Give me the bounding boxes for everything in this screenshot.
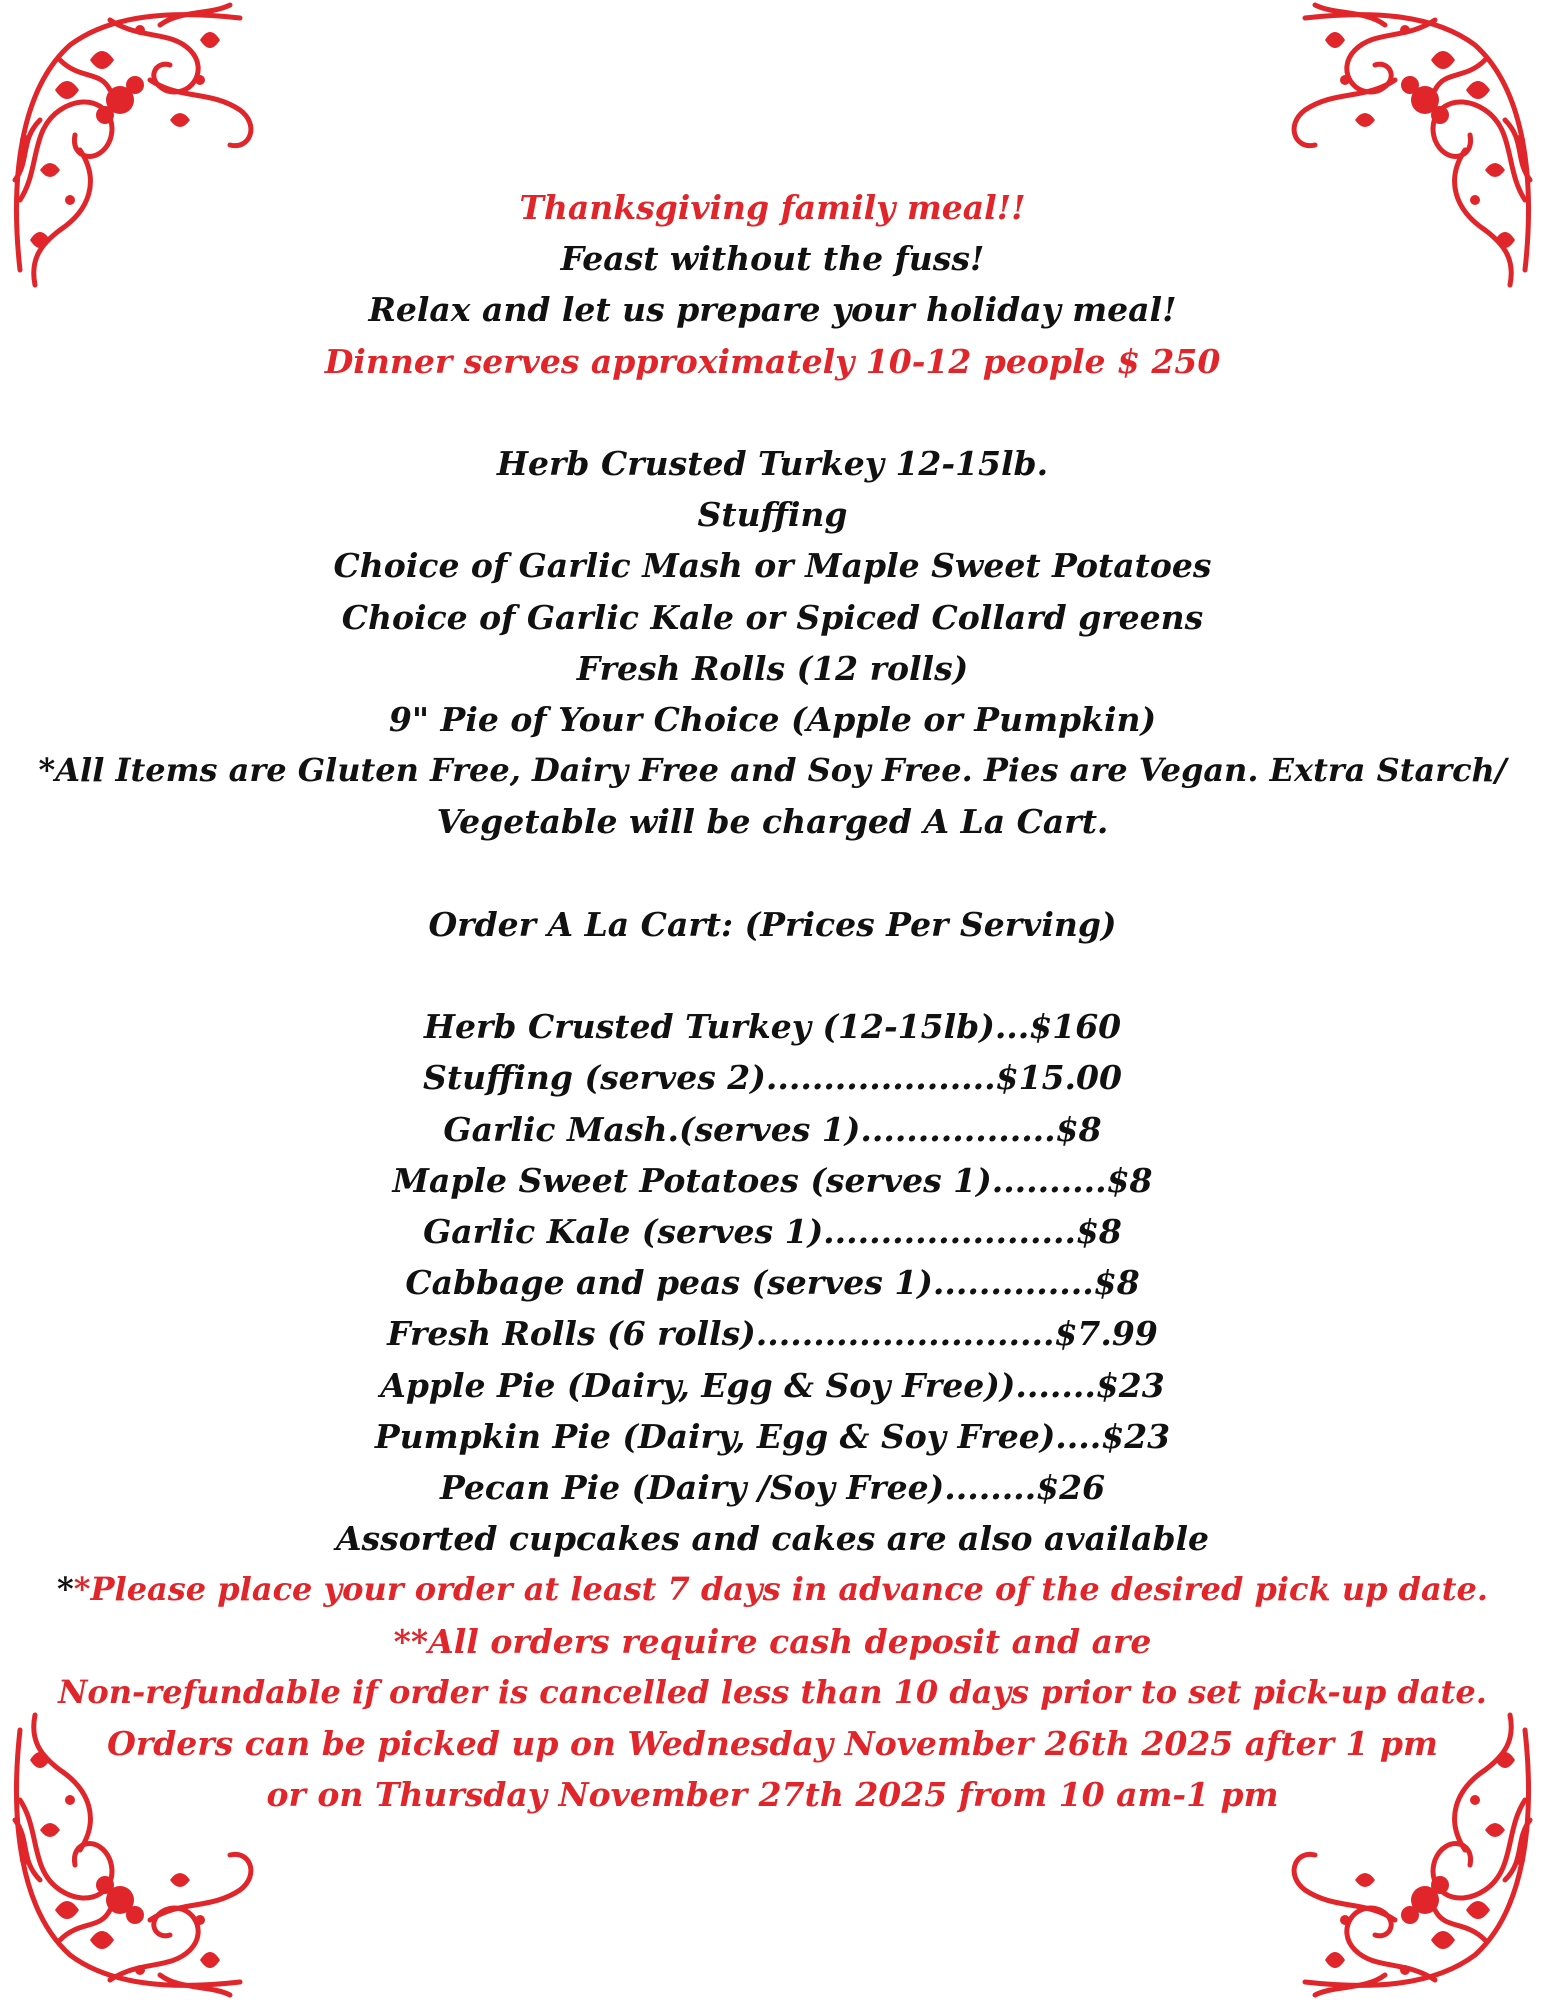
a-la-carte-item: Cabbage and peas (serves 1)..............$8 bbox=[405, 1263, 1140, 1303]
serving-price: Dinner serves approximately 10-12 people $ 250 bbox=[324, 341, 1221, 381]
meal-item: Stuffing bbox=[697, 495, 848, 535]
refund-note: Non-refundable if order is cancelled less than 10 days prior to set pick-up date. bbox=[58, 1672, 1487, 1711]
deposit-note: **All orders require cash deposit and are bbox=[393, 1621, 1152, 1661]
dietary-note-cont: Vegetable will be charged A La Cart. bbox=[436, 802, 1109, 842]
meal-item: Choice of Garlic Mash or Maple Sweet Potatoes bbox=[333, 546, 1212, 586]
cupcakes-note: Assorted cupcakes and cakes are also available bbox=[335, 1519, 1210, 1559]
a-la-carte-item: Pecan Pie (Dairy /Soy Free)........$26 bbox=[439, 1468, 1106, 1508]
a-la-carte-item: Fresh Rolls (6 rolls)..........................$7.99 bbox=[387, 1314, 1158, 1354]
a-la-carte-item: Apple Pie (Dairy, Egg & Soy Free)).......$23 bbox=[380, 1365, 1165, 1405]
a-la-carte-item: Maple Sweet Potatoes (serves 1)..........$8 bbox=[392, 1160, 1153, 1200]
tagline-relax: Relax and let us prepare your holiday meal! bbox=[368, 290, 1177, 330]
flyer-title: Thanksgiving family meal!! bbox=[519, 188, 1026, 227]
advance-order-note bbox=[0, 1564, 1545, 1615]
meal-item: Fresh Rolls (12 rolls) bbox=[576, 648, 969, 688]
a-la-carte-item: Garlic Mash.(serves 1).................$8 bbox=[443, 1109, 1102, 1149]
a-la-carte-item: Stuffing (serves 2)....................$15.00 bbox=[423, 1058, 1122, 1098]
a-la-carte-item: Garlic Kale (serves 1)......................$8 bbox=[423, 1212, 1122, 1252]
pickup-note-wednesday: Orders can be picked up on Wednesday November 26th 2025 after 1 pm bbox=[107, 1724, 1438, 1764]
meal-item: Herb Crusted Turkey 12-15lb. bbox=[496, 444, 1049, 483]
spacer bbox=[0, 950, 1545, 1001]
pickup-note-thursday: or on Thursday November 27th 2025 from 10 am-1 pm bbox=[266, 1775, 1279, 1815]
a-la-carte-item: Pumpkin Pie (Dairy, Egg & Soy Free)....$23 bbox=[374, 1416, 1171, 1456]
a-la-carte-heading: Order A La Cart: (Prices Per Serving) bbox=[428, 904, 1117, 944]
tagline-feast: Feast without the fuss! bbox=[560, 239, 985, 279]
menu-flyer bbox=[0, 182, 1545, 1820]
dietary-note: *All Items are Gluten Free, Dairy Free and Soy Free. Pies are Vegan. Extra Starch/ bbox=[38, 751, 1507, 790]
advance-order-prefix: * bbox=[57, 1570, 74, 1609]
meal-item: 9" Pie of Your Choice (Apple or Pumpkin) bbox=[388, 700, 1157, 740]
spacer bbox=[0, 387, 1545, 438]
meal-item: Choice of Garlic Kale or Spiced Collard greens bbox=[341, 597, 1204, 637]
spacer bbox=[0, 848, 1545, 899]
a-la-carte-item: Herb Crusted Turkey (12-15lb)...$160 bbox=[423, 1007, 1122, 1047]
advance-order-text: *Please place your order at least 7 days in advance of the desired pick up date. bbox=[73, 1570, 1488, 1609]
